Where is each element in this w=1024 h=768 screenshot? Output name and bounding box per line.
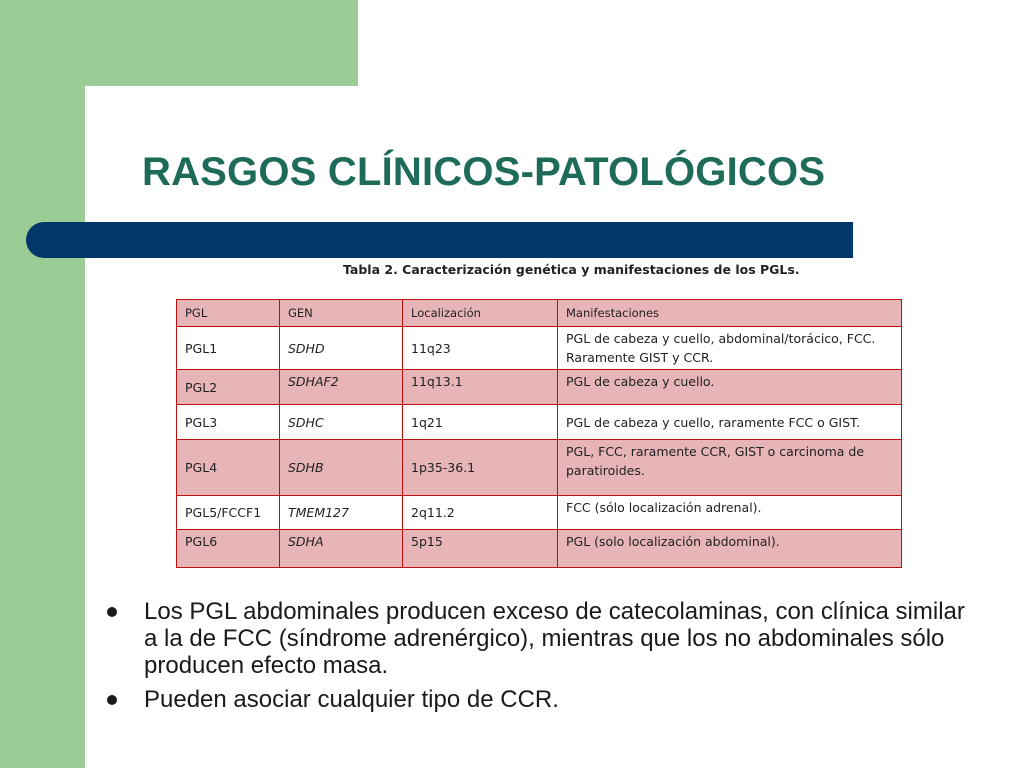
cell-manifestaciones: PGL de cabeza y cuello, abdominal/torácico, FCC. Raramente GIST y CCR.	[558, 327, 902, 370]
bullet-dot-icon	[107, 695, 117, 705]
bullet-text: Los PGL abdominales producen exceso de catecolaminas, con clínica similar a la de FCC (síndrome adrenérgico), mientras que los no abdominales sólo producen efecto masa.	[144, 598, 965, 679]
bullet-text: Pueden asociar cualquier tipo de CCR.	[144, 686, 559, 713]
cell-localizacion: 1q21	[403, 405, 558, 440]
cell-manifestaciones: PGL (solo localización abdominal).	[558, 530, 902, 568]
header-pgl: PGL	[177, 300, 280, 327]
cell-manifestaciones: PGL de cabeza y cuello.	[558, 370, 902, 405]
cell-gen: SDHD	[280, 327, 403, 370]
cell-pgl: PGL2	[177, 370, 280, 405]
table-row	[177, 530, 902, 568]
cell-manifestaciones: PGL de cabeza y cuello, raramente FCC o GIST.	[558, 405, 902, 440]
title-underline-bar	[26, 222, 853, 258]
cell-gen: SDHA	[280, 530, 403, 568]
pgl-table	[176, 299, 902, 568]
cell-gen: SDHAF2	[280, 370, 403, 405]
table-row	[177, 440, 902, 496]
cell-gen: SDHC	[280, 405, 403, 440]
table-caption: Tabla 2. Caracterización genética y manifestaciones de los PGLs.	[343, 262, 800, 277]
green-top-band	[0, 0, 358, 86]
cell-manifestaciones: FCC (sólo localización adrenal).	[558, 496, 902, 530]
bullet-item	[106, 598, 966, 679]
bullet-list	[106, 598, 966, 720]
header-gen: GEN	[280, 300, 403, 327]
cell-gen: TMEM127	[280, 496, 403, 530]
table-row	[177, 496, 902, 530]
cell-pgl: PGL4	[177, 440, 280, 496]
green-left-band	[0, 0, 85, 768]
cell-pgl: PGL3	[177, 405, 280, 440]
bullet-item	[106, 686, 966, 713]
table-row	[177, 370, 902, 405]
cell-pgl: PGL1	[177, 327, 280, 370]
bullet-dot-icon	[107, 607, 117, 617]
cell-pgl: PGL5/FCCF1	[177, 496, 280, 530]
cell-pgl: PGL6	[177, 530, 280, 568]
table-row	[177, 327, 902, 370]
cell-localizacion: 1p35-36.1	[403, 440, 558, 496]
table-header-row	[177, 300, 902, 327]
cell-localizacion: 11q23	[403, 327, 558, 370]
header-localizacion: Localización	[403, 300, 558, 327]
cell-localizacion: 5p15	[403, 530, 558, 568]
slide-title: RASGOS CLÍNICOS-PATOLÓGICOS	[142, 150, 826, 194]
cell-localizacion: 11q13.1	[403, 370, 558, 405]
header-manifestaciones: Manifestaciones	[558, 300, 902, 327]
cell-gen: SDHB	[280, 440, 403, 496]
table-row	[177, 405, 902, 440]
cell-localizacion: 2q11.2	[403, 496, 558, 530]
cell-manifestaciones: PGL, FCC, raramente CCR, GIST o carcinoma de paratiroides.	[558, 440, 902, 496]
